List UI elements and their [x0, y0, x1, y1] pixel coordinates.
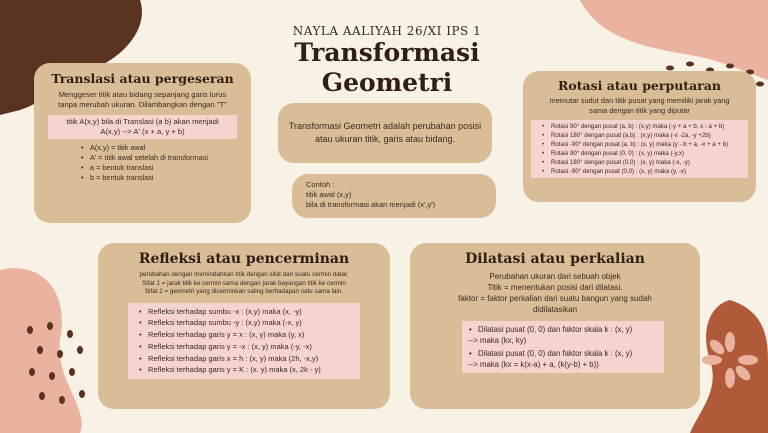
- page-title-line2: Geometri: [321, 68, 453, 97]
- list-item: • Rotasi -90° dengan pusat (a, b) : (x, y) maka (y - b + a, -x + a + b): [541, 140, 744, 149]
- refleksi-card: [98, 243, 390, 409]
- list-item: • Refleksi terhadap garis y = -x : (x, y) maka (-y, -x): [138, 341, 356, 353]
- rotasi-title: Rotasi atau perputaran: [558, 78, 721, 93]
- dilatasi-desc-line3: faktor = faktor perkalian dari suatu bangun yang sudah didilatasikan: [458, 294, 652, 314]
- list-item: • Refleksi terhadap sumbu -x : (x,y) maka (x, -y): [138, 306, 356, 318]
- list-item: • A' = titik awal setelah di transformasi: [80, 153, 241, 163]
- list-item: • A(x,y) = titik awal: [80, 143, 241, 153]
- refleksi-desc-line1: perubahan dengan memindahkan titik dengan sifat dari suatu cermin datar.: [139, 271, 349, 278]
- refleksi-description: [108, 271, 380, 297]
- bottom-right-flower: [700, 330, 760, 390]
- page-title-line1: Transformasi: [294, 38, 480, 67]
- translasi-formula-line1: titik A(x,y) bila di Translasi (a b) akan menjadi: [66, 117, 219, 126]
- dilatasi-item2: • Dilatasi pusat (0, 0) dan faktor skala k : (x, y) --> maka (kx = k(x-a) + a, (k(y-b) + b)): [468, 348, 658, 370]
- list-item: • Rotasi 90° dengan pusat (0, 0) : (x, y) maka (-y,x): [541, 149, 744, 158]
- translasi-formula-line2: A(x,y) --> A' (x + a, y + b): [100, 127, 185, 136]
- list-item: • Rotasi 180° dengan pusat (a,b) : (x,y) maka (-x -2a, -y +2b): [541, 131, 744, 140]
- list-item: • Refleksi terhadap garis x = h : (x, y) maka (2h, -x,y): [138, 353, 356, 365]
- translasi-description: Menggeser titik atau bidang sepanjang garis lurus tanpa merubah ukuran. Dilambangkan dengan "T": [58, 90, 227, 109]
- translasi-list: [44, 143, 241, 183]
- dilatasi-formula-box: [462, 321, 664, 373]
- refleksi-list: [128, 303, 360, 380]
- list-item: • Refleksi terhadap garis y = K : (x. y) maka (x, 2k - y): [138, 364, 356, 376]
- list-item: • a = bentuk translasi: [80, 163, 241, 173]
- dilatasi-item1-line1: Dilatasi pusat (0, 0) dan faktor skala k : (x, y): [478, 325, 633, 334]
- list-item: • Rotasi 180° dengan pusat (0,0) : (x, y) maka (-x, -y): [541, 158, 744, 167]
- translasi-formula-box: [48, 115, 237, 139]
- dilatasi-item1: • Dilatasi pusat (0, 0) dan faktor skala k : (x, y) --> maka (kx, ky): [468, 324, 658, 346]
- refleksi-desc-line3: Sifat 2 = geometri yang dicerminkan saling berhadapan satu sama lain.: [144, 288, 344, 295]
- list-item: • b = bentuk translasi: [80, 173, 241, 183]
- example-line1: titik awal (x,y): [306, 190, 352, 199]
- example-card: [292, 174, 496, 218]
- list-item: • Rotasi 90° dengan pusat (a, b) : (x,y) maka (-y + a + b, x - a + b): [541, 122, 744, 131]
- list-item: • Refleksi terhadap garis y = x : (x, y) maka (y, x): [138, 329, 356, 341]
- dilatasi-card: [410, 243, 700, 409]
- dilatasi-description: [420, 271, 690, 315]
- rotasi-list: [531, 120, 748, 178]
- example-label: Contoh :: [306, 180, 335, 189]
- dilatasi-desc-line2: Titik = menentukan posisi dari dilatasi.: [487, 283, 623, 292]
- refleksi-title: Refleksi atau pencerminan: [138, 251, 350, 267]
- dilatasi-item2-line1: Dilatasi pusat (0, 0) dan faktor skala k : (x, y): [478, 349, 633, 358]
- bottom-left-dots: [20, 320, 110, 420]
- dilatasi-item1-line2: --> maka (kx, ky): [468, 336, 527, 345]
- dilatasi-title: Dilatasi atau perkalian: [465, 251, 645, 267]
- rotasi-description: memutar sudut dan titik pusat yang memiliki jarak yang sama dengan titik yang diputar: [549, 96, 730, 115]
- intro-text: Transformasi Geometri adalah perubahan posisi atau ukuran titik, garis atau bidang.: [288, 121, 482, 144]
- dilatasi-item2-line2: --> maka (kx = k(x-a) + a, (k(y-b) + b)): [468, 360, 599, 369]
- example-line2: bila di transformasi akan menjadi (x',y'): [306, 200, 436, 209]
- list-item: • Rotasi -90° dengan pusat (0,0) : (x, y) maka (y, -x): [541, 167, 744, 176]
- intro-card: [278, 103, 492, 163]
- refleksi-desc-line2: Sifat 1 = jarak titik ke cermin sama dengan jarak bayangan titik ke cermin: [142, 279, 346, 287]
- dilatasi-desc-line1: Perubahan ukuran dari sebuah objek: [489, 272, 621, 281]
- translasi-card: [34, 63, 251, 223]
- author-label: NAYLA AALIYAH 26/XI IPS 1: [292, 24, 482, 38]
- list-item: • Refleksi terhadap sumbu -y : (x,y) maka (-x, y): [138, 317, 356, 329]
- rotasi-card: [523, 71, 756, 202]
- translasi-title: Translasi atau pergeseran: [51, 71, 234, 86]
